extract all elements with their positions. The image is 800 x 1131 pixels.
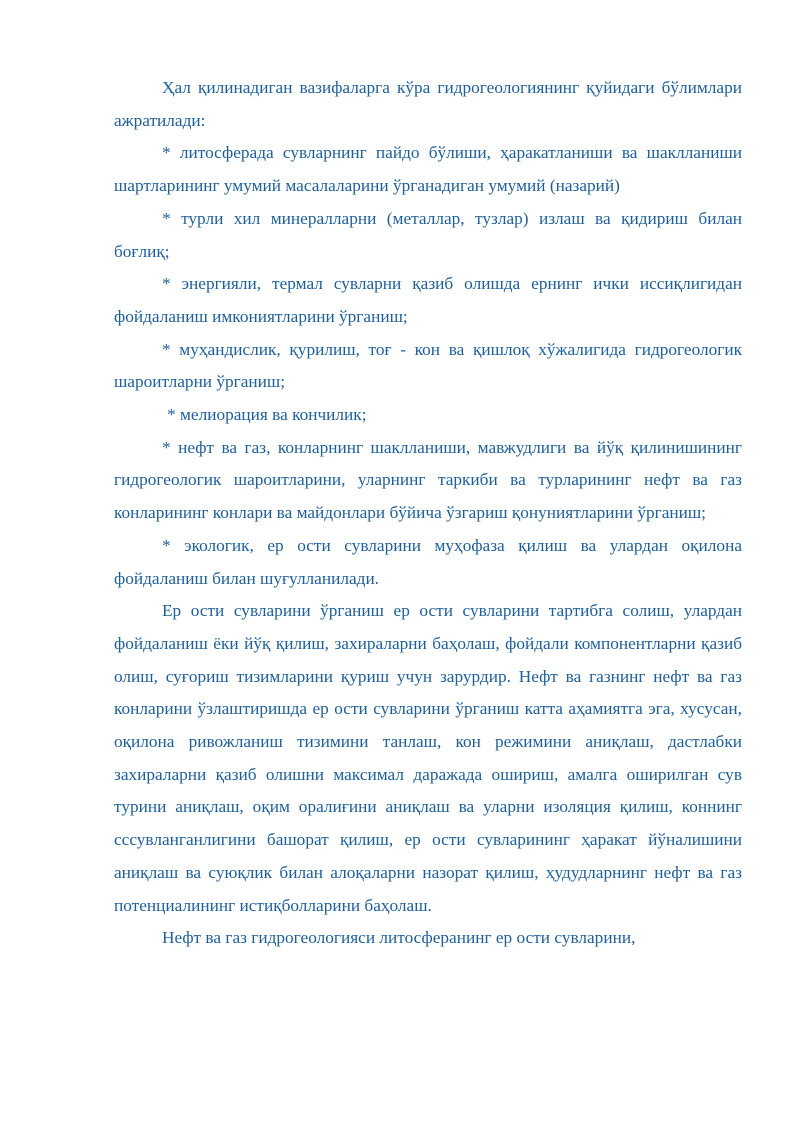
intro-paragraph: Ҳал қилинадиган вазифаларга кўра гидрогеологиянинг қуйидаги бўлимлари ажратилади: bbox=[114, 78, 742, 130]
bullet-engineering: * муҳандислик, қурилиш, тоғ - кон ва қишлоқ хўжалигида гидрогеологик шароитларни ўрганиш; bbox=[114, 339, 742, 392]
bullet-mineral-search: * турли хил минералларни (металлар, тузлар) излаш ва қидириш билан боғлиқ; bbox=[114, 208, 742, 261]
bullet-thermal-energy: * энергияли, термал сувларни қазиб олишда ернинг ички иссиқлигидан фойдаланиш имкониятларини ўрганиш; bbox=[114, 274, 742, 326]
bullet-ecology: * экологик, ер ости сувларини муҳофаза қилиш ва улардан оқилона фойдаланиш билан шуғулланилади. bbox=[114, 535, 742, 588]
document-page bbox=[114, 72, 742, 955]
bullet-melioration: * мелиорация ва кончилик; bbox=[167, 405, 367, 425]
bullet-general-theory: * литосферада сувларнинг пайдо бўлиши, ҳаракатланиши ва шаклланиши шартларининг умумий масалаларини ўрганадиган умумий (назарий) bbox=[114, 143, 742, 196]
bullet-oil-gas: * нефт ва газ, конларнинг шаклланиши, мавжудлиги ва йўқ қилинишининг гидрогеологик шароитларини, уларнинг таркиби ва турларининг нефт ва газ конларининг конлари ва майдонлари бўйича ўзгариш қонуниятларини ўрганиш; bbox=[114, 437, 742, 523]
oil-gas-hydrogeology-paragraph: Нефт ва газ гидрогеологияси литосферанинг ер ости сувларини, bbox=[162, 928, 636, 948]
groundwater-study-paragraph: Ер ости сувларини ўрганиш ер ости сувларини тартибга солиш, улардан фойдаланиш ёки йўқ қилиш, захираларни баҳолаш, фойдали компонентларни қазиб олиш, суғориш тизимларини қуриш учун зарурдир. Нефт ва газнинг нефт ва газ конларини ўзлаштиришда ер ости сувларини ўрганиш катта аҳамиятга эга, хусусан, оқилона ривожланиш тизимини танлаш, кон режимини аниқлаш, дастлабки захираларни қазиб олишни максимал даражада ошириш, амалга оширилган сув турини аниқлаш, оқим оралиғини аниқлаш ва уларни изоляция қилиш, коннинг сссувланганлигини башорат қилиш, ер ости сувларининг ҳаракат йўналишини аниқлаш ва суюқлик билан алоқаларни назорат қилиш, ҳудудларнинг нефт ва газ потенциалининг истиқболларини баҳолаш. bbox=[114, 601, 742, 915]
